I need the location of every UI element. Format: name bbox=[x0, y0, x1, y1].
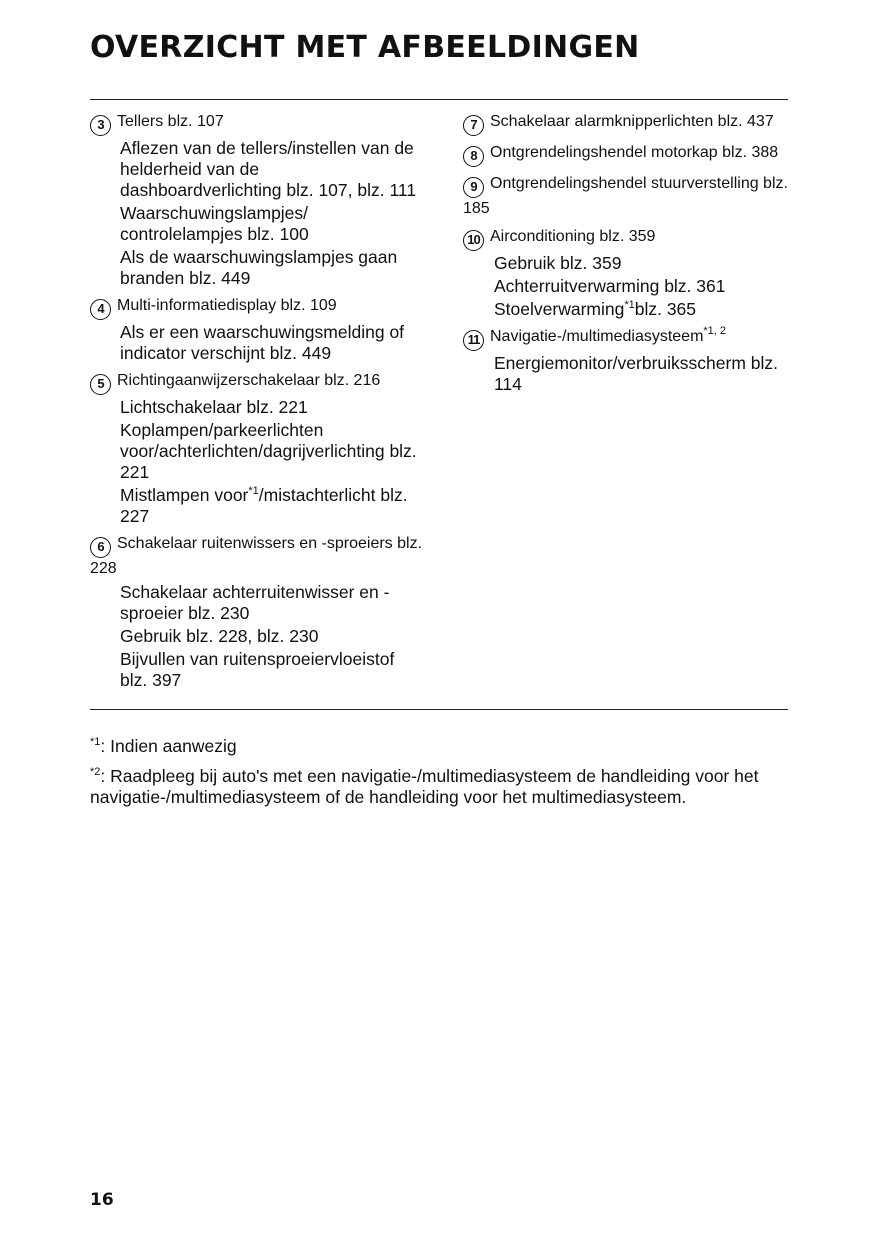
entry-title: Schakelaar alarmknipperlichten blz. 437 bbox=[490, 113, 774, 130]
entry-title: Ontgrendelingshendel stuurverstelling blz. 185 bbox=[463, 175, 788, 217]
right-column bbox=[463, 111, 793, 401]
entry-title: Airconditioning blz. 359 bbox=[490, 228, 656, 245]
entry-heading bbox=[90, 370, 425, 395]
entry-title: Tellers blz. 107 bbox=[117, 113, 224, 130]
left-column bbox=[90, 111, 425, 697]
entry-title: Ontgrendelingshendel motorkap blz. 388 bbox=[490, 144, 779, 161]
callout-number-icon: 8 bbox=[463, 146, 484, 167]
callout-number-icon: 11 bbox=[463, 330, 484, 351]
top-divider bbox=[90, 99, 788, 100]
entry-sub: Aflezen van de tellers/instellen van de helderheid van de dashboardverlichting blz. 107, blz. 111 bbox=[120, 138, 417, 200]
entry-sub: Als er een waarschuwingsmelding of indicator verschijnt blz. 449 bbox=[120, 322, 405, 363]
entry-title: Schakelaar ruitenwissers en -sproeiers blz. 228 bbox=[90, 535, 423, 577]
entry-11 bbox=[463, 326, 793, 395]
entry-10 bbox=[463, 226, 793, 320]
sub-text: Mistlampen voor bbox=[120, 485, 249, 505]
callout-number-icon: 4 bbox=[90, 299, 111, 320]
entry-sub: Als de waarschuwingslampjes gaan branden blz. 449 bbox=[120, 247, 398, 288]
entry-heading bbox=[463, 326, 793, 351]
entry-heading bbox=[463, 173, 793, 220]
entry-heading bbox=[90, 111, 425, 136]
entry-heading bbox=[90, 533, 425, 580]
page-number: 16 bbox=[90, 1190, 114, 1210]
entry-sub: Achterruitverwarming blz. 361 bbox=[494, 276, 726, 296]
entry-sub: Koplampen/parkeerlichten voor/achterlichten/dagrijverlichting blz. 221 bbox=[120, 420, 417, 482]
footnote-text: : Raadpleeg bij auto's met een navigatie-/multimediasysteem de handleiding voor het navigatie-/multimediasysteem of de handleiding voor het multimediasysteem. bbox=[90, 766, 759, 807]
entry-heading bbox=[463, 142, 793, 167]
entry-title: Multi-informatiedisplay blz. 109 bbox=[117, 297, 337, 314]
footnote-text: : Indien aanwezig bbox=[100, 736, 237, 756]
callout-number-icon: 6 bbox=[90, 537, 111, 558]
footnote-marker: *1 bbox=[248, 485, 259, 497]
entry-heading bbox=[463, 111, 793, 136]
entry-heading bbox=[90, 295, 425, 320]
entry-sub: Lichtschakelaar blz. 221 bbox=[120, 397, 308, 417]
entry-heading bbox=[463, 226, 793, 251]
entry-sub: Schakelaar achterruitenwisser en -sproeier blz. 230 bbox=[120, 582, 390, 623]
callout-number-icon: 9 bbox=[463, 177, 484, 198]
footnote bbox=[90, 736, 790, 757]
page-title: OVERZICHT MET AFBEELDINGEN bbox=[90, 30, 640, 65]
entry-sub bbox=[90, 485, 425, 527]
footnote-marker: *1 bbox=[90, 736, 101, 748]
callout-number-icon: 5 bbox=[90, 374, 111, 395]
entry-3 bbox=[90, 111, 425, 289]
sub-text: Stoelverwarming bbox=[494, 299, 625, 319]
entry-sub: Bijvullen van ruitensproeiervloeistof blz. 397 bbox=[120, 649, 395, 690]
entry-sub: Waarschuwingslampjes/ controlelampjes blz. 100 bbox=[120, 203, 309, 244]
sub-text: /mistachterlicht blz. 227 bbox=[120, 485, 408, 526]
bottom-divider bbox=[90, 709, 788, 710]
entry-sub: Energiemonitor/verbruiksscherm blz. 114 bbox=[494, 353, 778, 394]
footnote-marker: *1, 2 bbox=[703, 325, 727, 337]
entry-sub: Gebruik blz. 359 bbox=[494, 253, 622, 273]
entry-title: Richtingaanwijzerschakelaar blz. 216 bbox=[117, 372, 381, 389]
entry-7 bbox=[463, 111, 793, 136]
entry-6 bbox=[90, 533, 425, 691]
entry-5 bbox=[90, 370, 425, 527]
footnote-marker: *2 bbox=[90, 766, 101, 778]
entry-sub: Gebruik blz. 228, blz. 230 bbox=[120, 626, 319, 646]
callout-number-icon: 3 bbox=[90, 115, 111, 136]
callout-number-icon: 10 bbox=[463, 230, 484, 251]
entry-title: Navigatie-/multimediasysteem bbox=[490, 328, 704, 345]
footnotes bbox=[90, 736, 790, 817]
footnote-marker: *1 bbox=[624, 299, 635, 311]
footnote bbox=[90, 766, 790, 808]
entry-9 bbox=[463, 173, 793, 220]
entry-sub bbox=[463, 299, 793, 320]
sub-text: blz. 365 bbox=[634, 299, 697, 319]
callout-number-icon: 7 bbox=[463, 115, 484, 136]
entry-4 bbox=[90, 295, 425, 364]
entry-8 bbox=[463, 142, 793, 167]
